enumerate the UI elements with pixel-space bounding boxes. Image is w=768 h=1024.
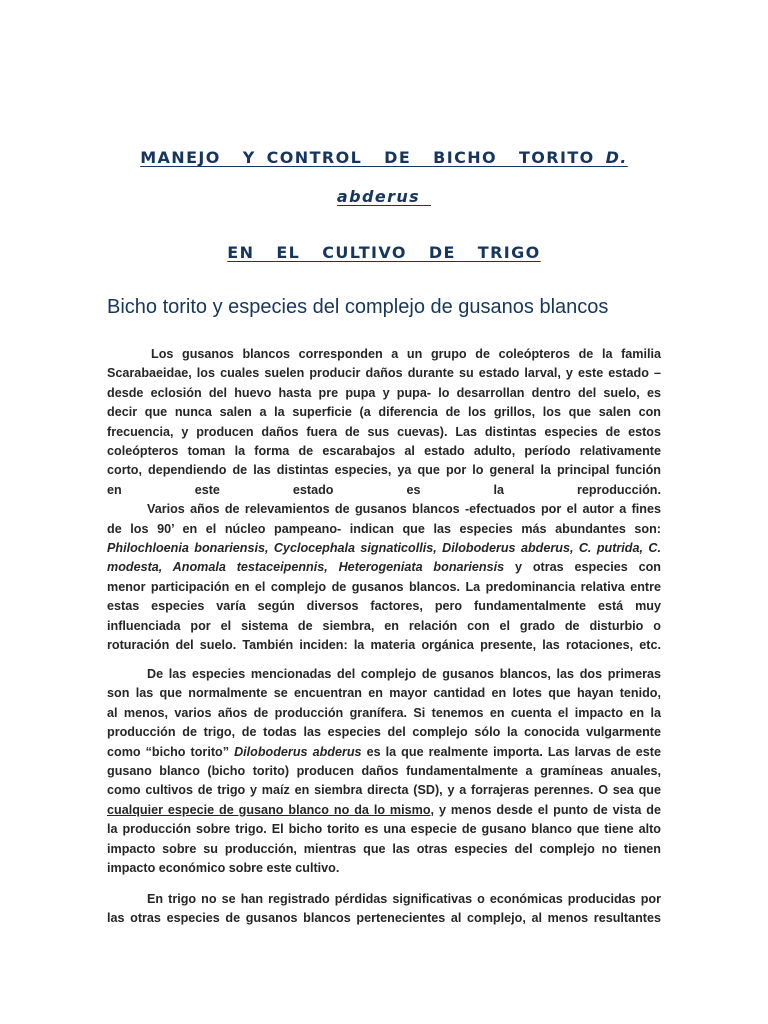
text-line: Scarabaeidae, los cuales suelen producir daños durante su estado larval, y este estado – (107, 366, 661, 381)
text-line: Varios años de relevamientos de gusanos blancos -efectuados por el autor a fines (147, 502, 661, 517)
text-line: coleópteros toman la forma de escarabajos al estado adulto, período relativamente (107, 444, 661, 459)
text-line: decir que nunca salen a la superficie (a diferencia de los grillos, los que salen con (107, 405, 661, 420)
text-line: cualquier especie de gusano blanco no da lo mismo, y menos desde el punto de vista de (107, 802, 661, 817)
text-line: impacto económico sobre este cultivo. (107, 861, 340, 876)
text-line: corto, dependiendo de las distintas especies, ya que por lo general la principal función (107, 463, 661, 478)
text-line: al menos, varios años de producción granífera. Si tenemos en cuenta el impacto en la (107, 705, 661, 720)
text-line: gusano blanco (bicho torito) producen daños fundamentalmente a gramíneas anuales, (107, 764, 661, 779)
paragraph-2 (107, 665, 661, 878)
text-line: impacto sobre su producción, mientras que las otras especies del complejo no tienen (107, 841, 661, 856)
text-line: De las especies mencionadas del complejo de gusanos blancos, las dos primeras (147, 667, 661, 681)
paragraph-1 (107, 345, 661, 656)
document-title-line-2: abderus (336, 187, 421, 206)
text-line: producción de trigo, de todas las especies del complejo sólo la conocida vulgarmente (107, 725, 661, 740)
text-line-species: Philochloenia bonariensis, Cyclocephala signaticollis, Diloboderus abderus, C. putrida, C. (107, 541, 661, 556)
text-line: son las que normalmente se encuentran en mayor cantidad en lotes que hayan tenido, (107, 686, 661, 701)
text-line: estas especies varía según diversos factores, pero fundamentalmente está muy (107, 599, 661, 614)
text-line: roturación del suelo. También inciden: la materia orgánica presente, las rotaciones, etc. (107, 638, 661, 653)
document-title-line-1: MANEJO Y CONTROL DE BICHO TORITO D. (140, 148, 628, 167)
text-line: influenciada por el sistema de siembra, en relación con el grado de disturbio o (107, 618, 661, 633)
text-line: la producción sobre trigo. El bicho torito es una especie de gusano blanco que tiene alto (107, 822, 661, 837)
text-line: como “bicho torito” Diloboderus abderus es la que realmente importa. Las larvas de este (107, 744, 662, 759)
text-line: desde eclosión del huevo hasta pre pupa y pupa- lo desarrollan dentro del suelo, es (107, 385, 661, 400)
text-line: como cultivos de trigo y maíz en siembra directa (SD), y a forrajeras perennes. O sea que (107, 783, 661, 798)
text-line: menor participación en el complejo de gusanos blancos. La predominancia relativa entre (107, 579, 661, 594)
text-line-species: modesta, Anomala testaceipennis, Heterogeniata bonariensis y otras especies con (107, 560, 661, 575)
document-title-line-3: EN EL CULTIVO DE TRIGO (227, 243, 541, 262)
text-line: de los 90’ en el núcleo pampeano- indican que las especies más abundantes son: (107, 521, 661, 536)
underlined-phrase: cualquier especie de gusano blanco no da lo mismo (107, 802, 431, 817)
text-line: Los gusanos blancos corresponden a un grupo de coleópteros de la familia (151, 347, 661, 361)
text-line: las otras especies de gusanos blancos pertenecientes al complejo, al menos resultantes (107, 911, 661, 926)
paragraph-3 (107, 890, 661, 929)
text-line: En trigo no se han registrado pérdidas significativas o económicas producidas por (147, 892, 661, 906)
section-heading: Bicho torito y especies del complejo de gusanos blancos (107, 296, 609, 318)
text-line: en este estado es la reproducción. (107, 482, 661, 497)
text-line: frecuencia, y producen daños fuera de sus cuevas). Las distintas especies de estos (107, 424, 661, 439)
